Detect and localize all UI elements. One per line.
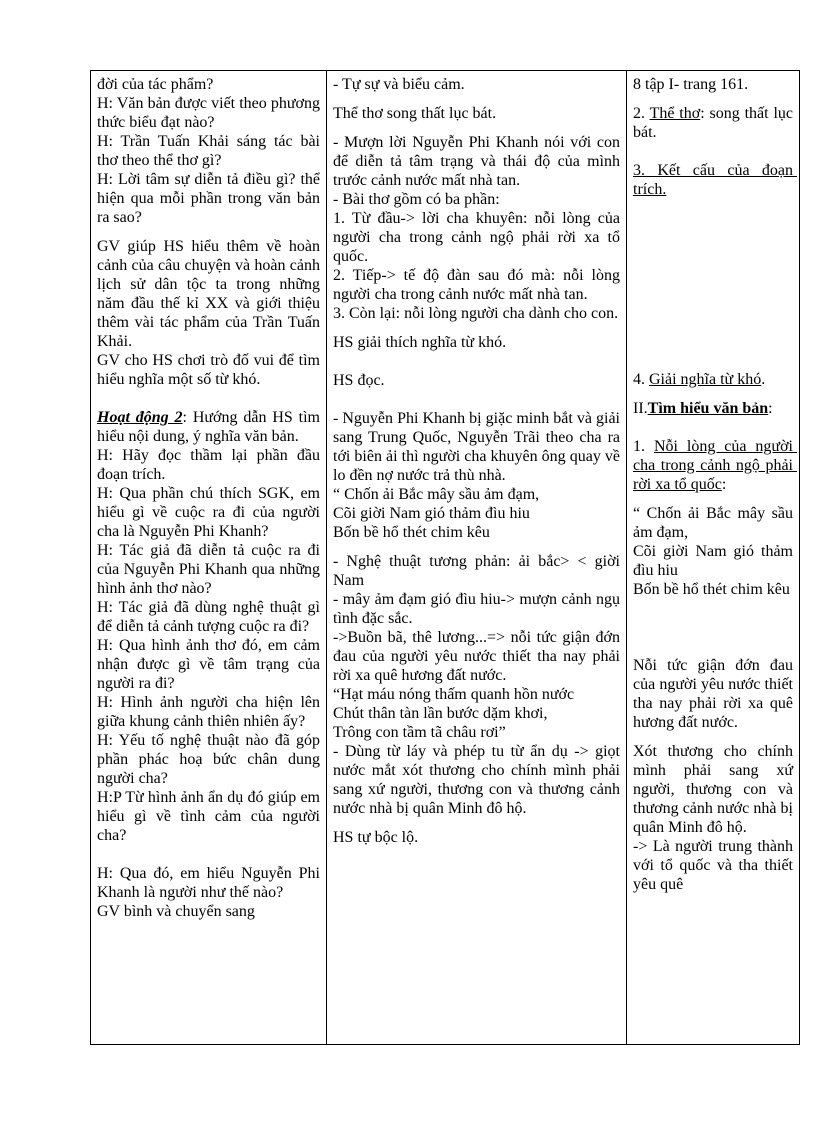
question-text: H: Hãy đọc thầm lại phần đầu đoạn trích. [97, 447, 324, 483]
content-text: -> Là người trung thành với tổ quốc và tha thiết yêu quê [633, 838, 797, 893]
activity-description: : Hướng dẫn HS tìm hiểu nội dung, ý nghĩa văn bản. [97, 409, 324, 445]
activity-heading [97, 408, 324, 446]
answer-text: ->Buồn bã, thê lương...=> nỗi tức giận đớn đau của người yêu nước thiết tha nay phải rời xa quê hương đất nước. [333, 629, 624, 684]
poem-line: Chút thân tàn lần bước dặm khơi, [333, 705, 548, 722]
teacher-note: GV bình và chuyển sang [97, 903, 255, 920]
content-column [627, 71, 800, 1045]
question-text: H: Tác giả đã dùng nghệ thuật gì để diễn tả cảnh tượng cuộc ra đi? [97, 599, 324, 635]
lesson-plan-table [90, 70, 800, 1045]
section-text: : [721, 476, 727, 493]
answer-text: - Bài thơ gồm có ba phần: [333, 191, 500, 208]
answer-text: - Tự sự và biểu cảm. [333, 76, 465, 93]
section-heading [633, 370, 793, 389]
teacher-note: GV giúp HS hiểu thêm về hoàn cảnh của câu chuyện và hoàn cảnh lịch sử dân tộc ta trong những năm đầu thế kỉ XX và giới thiệu thêm vài tác phẩm của Trần Tuấn Khải. [97, 238, 324, 350]
poem-line: “Hạt máu nóng thấm quanh hồn nước [333, 686, 575, 703]
question-text: H: Qua đó, em hiểu Nguyễn Phi Khanh là người như thế nào? [97, 865, 324, 901]
answer-text: - Mượn lời Nguyễn Phi Khanh nói với con để diễn tả tâm trạng và thái độ của mình trước cảnh nước mất nhà tan. [333, 134, 624, 189]
content-text: 8 tập I- trang 161. [633, 76, 749, 93]
section-number: 1. [633, 438, 654, 455]
content-text: Xót thương cho chính mình phải sang xứ người, thương con và thương cảnh nước nhà bị quân Minh đô hộ. [633, 743, 797, 836]
question-text: H: Lời tâm sự diễn tả điều gì? thể hiện qua mỗi phần trong văn bản ra sao? [97, 171, 324, 226]
question-text: H: Tác giả đã diễn tả cuộc ra đi của Nguyễn Phi Khanh qua những hình ảnh thơ nào? [97, 542, 324, 597]
part-text: : [768, 400, 773, 417]
teacher-note: GV cho HS chơi trò đố vui để tìm hiểu nghĩa một số từ khó. [97, 352, 324, 388]
section-title: Thể thơ [649, 105, 701, 122]
teacher-activity-column [91, 71, 327, 1045]
part-title: Tìm hiểu văn bản [647, 400, 769, 417]
question-text: H: Hình ảnh người cha hiện lên giữa khung cảnh thiên nhiên ấy? [97, 694, 324, 730]
activity-title: Hoạt động 2 [97, 409, 183, 426]
answer-text: HS đọc. [333, 372, 385, 389]
section-number: 2. [633, 105, 650, 122]
question-text: H:P Từ hình ảnh ẩn dụ đó giúp em hiểu gì về tình cảm của người cha? [97, 789, 324, 844]
answer-text: - Nghệ thuật tương phản: ải bắc> < giời Nam [333, 553, 624, 589]
question-text: H: Yếu tố nghệ thuật nào đã góp phần phác hoạ bức chân dung người cha? [97, 732, 324, 787]
section-heading [633, 437, 798, 494]
answer-text: - Nguyễn Phi Khanh bị giặc minh bắt và giải sang Trung Quốc, Nguyễn Trãi theo cha ra tới biên ải thì người cha khuyên ông quay về lo đền nợ nước trả thù nhà. [333, 410, 624, 484]
section-heading [633, 104, 797, 142]
question-text: H: Trần Tuấn Khải sáng tác bài thơ theo thể thơ gì? [97, 133, 324, 169]
question-text: H: Qua hình ảnh thơ đó, em cảm nhận được gì về tâm trạng của người ra đi? [97, 637, 324, 692]
question-text: H: Văn bản được viết theo phương thức biểu đạt nào? [97, 95, 324, 131]
answer-text: 3. Còn lại: nỗi lòng người cha dành cho con. [333, 305, 619, 322]
question-text: H: Qua phần chú thích SGK, em hiểu gì về cuộc ra đi của người cha là Nguyễn Phi Khanh? [97, 485, 324, 540]
table-row [91, 71, 800, 1045]
section-text: : song thất lục bát. [633, 105, 797, 141]
answer-text: 1. Từ đầu-> lời cha khuyên: nỗi lòng của người cha trong cảnh ngộ phải rời xa tổ quốc. [333, 210, 624, 265]
poem-line: Trông con tầm tã châu rơi” [333, 724, 506, 741]
poem-line: Bốn bề hổ thét chim kêu [333, 524, 490, 541]
section-title: Giải nghĩa từ khó [649, 371, 762, 388]
poem-line: Cõi giời Nam gió thảm đìu hiu [633, 543, 797, 579]
section-title: Nỗi lòng của người cha trong cảnh ngộ phải rời xa tổ quốc [633, 438, 798, 493]
section-number: 4. [633, 371, 649, 388]
answer-text: 2. Tiếp-> tế độ đàn sau đó mà: nỗi lòng người cha trong cảnh nước mất nhà tan. [333, 267, 624, 303]
poem-line: Bốn bề hổ thét chim kêu [633, 581, 790, 598]
poem-line: “ Chốn ải Bắc mây sầu ảm đạm, [633, 505, 797, 541]
answer-text: - mây ảm đạm gió đìu hiu-> mượn cảnh ngụ tình đặc sắc. [333, 591, 624, 627]
poem-line: “ Chốn ải Bắc mây sầu ảm đạm, [333, 486, 540, 503]
answer-text: - Dùng từ láy và phép tu từ ẩn dụ -> giọt nước mắt xót thương cho chính mình phải sang xứ người, thương con và thương cảnh nước nhà bị quân Minh đô hộ. [333, 743, 624, 817]
text-line: đời của tác phẩm? [97, 76, 214, 93]
answer-text: HS tự bộc lộ. [333, 829, 419, 846]
section-heading: 3. Kết cấu của đoạn trích. [633, 162, 797, 198]
part-number: II. [633, 400, 648, 417]
content-text: Nỗi tức giận đớn đau của người yêu nước thiết tha nay phải rời xa quê hương đất nước. [633, 657, 797, 731]
part-heading [633, 399, 793, 418]
answer-text: Thể thơ song thất lục bát. [333, 105, 497, 122]
student-activity-column [327, 71, 627, 1045]
section-text: . [761, 371, 766, 388]
answer-text: HS giải thích nghĩa từ khó. [333, 334, 507, 351]
poem-line: Cõi giời Nam gió thảm đìu hiu [333, 505, 530, 522]
